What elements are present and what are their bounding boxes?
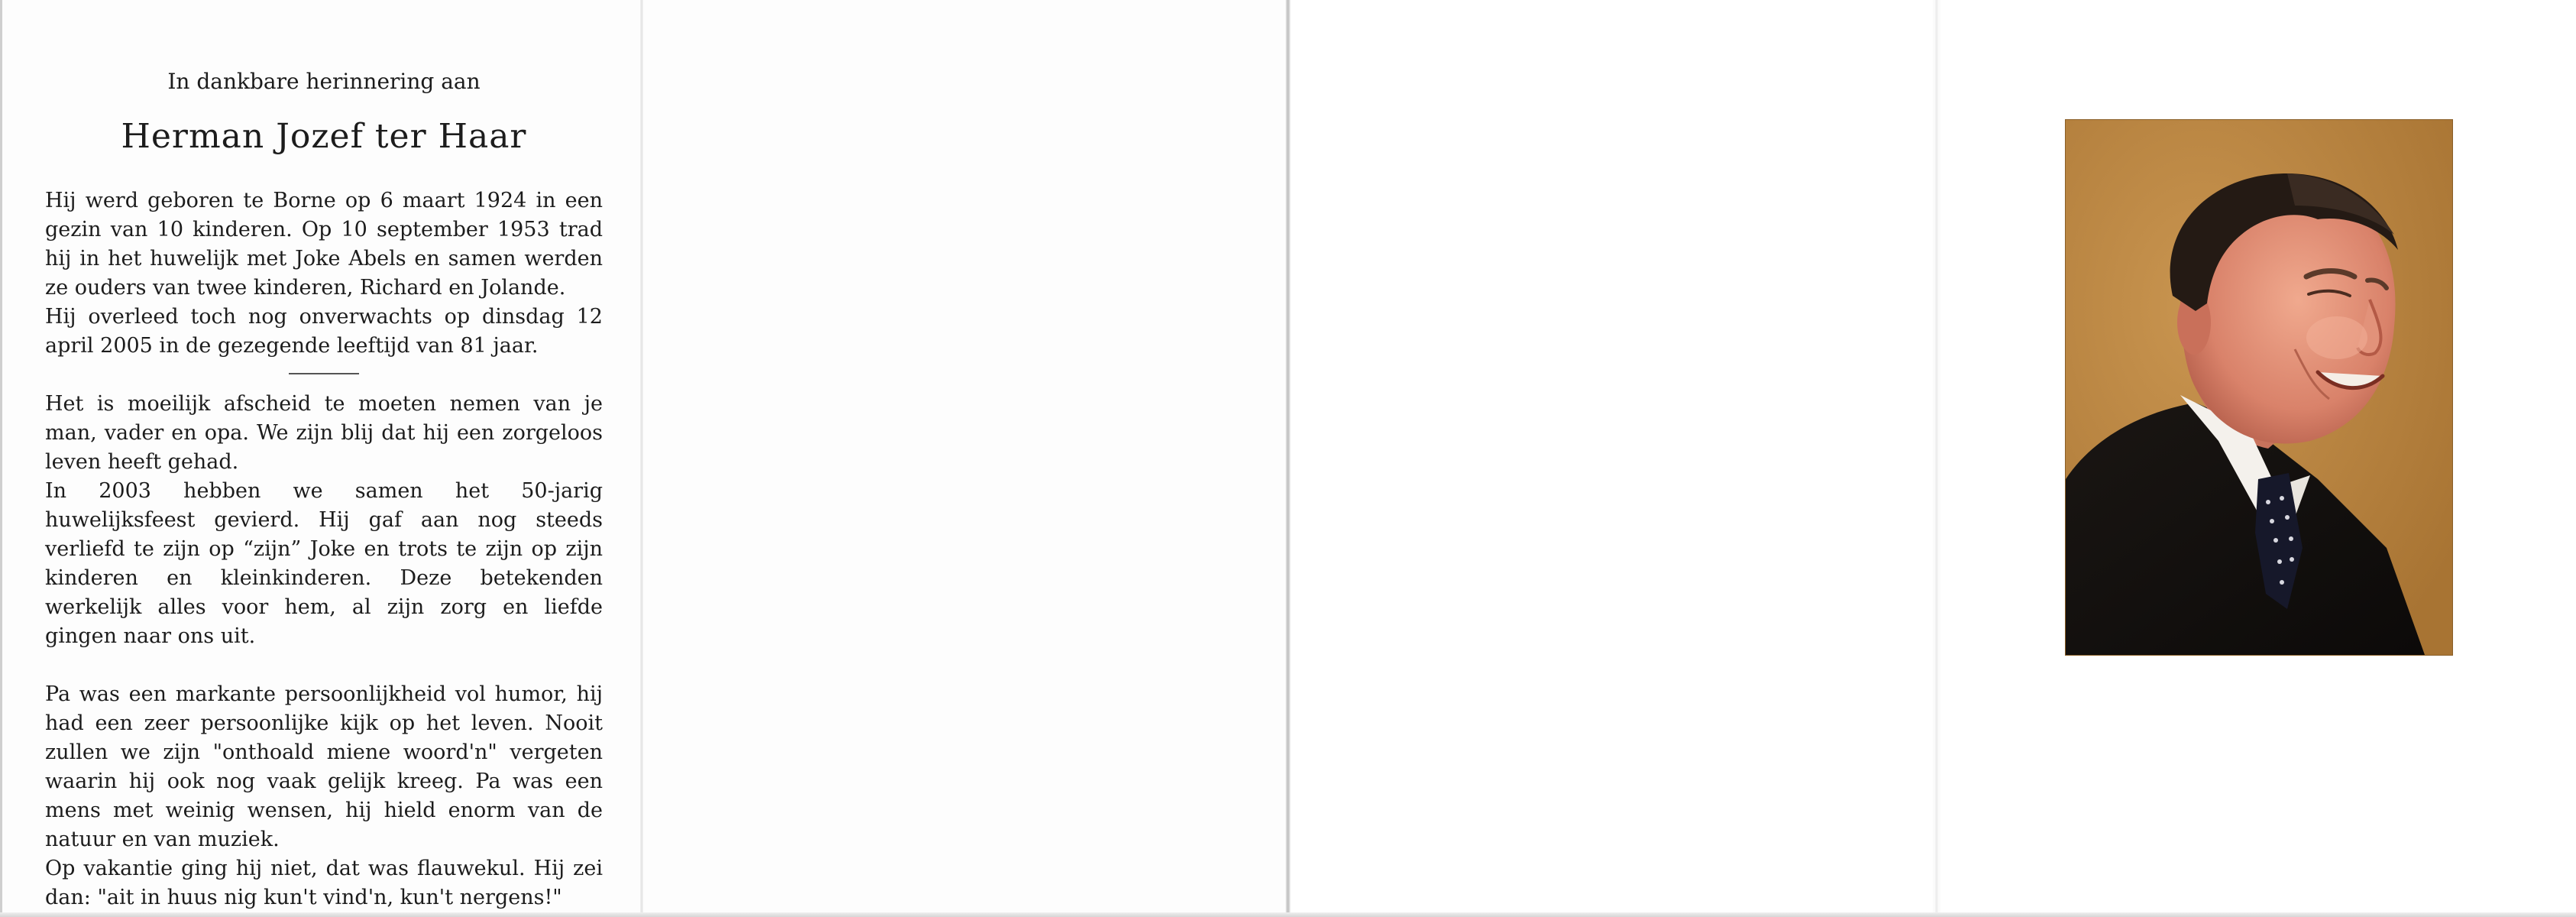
blank-back-panel [1291, 0, 1933, 917]
paragraph-gap [45, 651, 603, 680]
paragraph-farewell: Het is moeilijk afscheid te moeten nemen van je man, vader en opa. We zijn blij dat hij een zorgeloos leven heeft gehad. [45, 392, 603, 474]
right-inner-panel [644, 0, 1288, 917]
deceased-name: Herman Jozef ter Haar [121, 117, 527, 156]
outer-fold-line [1935, 0, 1938, 917]
paragraph-vacation: Op vakantie ging hij niet, dat was flauwekul. Hij zei dan: "ait in huus nig kun't vind'n, kun't nergens!" [45, 857, 603, 909]
paragraph-death: Hij overleed toch nog onverwachts op dinsdag 12 april 2005 in de gezegende leeftijd van 81 jaar. [45, 305, 603, 358]
inner-fold-line [640, 0, 643, 917]
section-divider [289, 373, 359, 374]
paragraph-birth: Hij werd geboren te Borne op 6 maart 1924 in een gezin van 10 kinderen. Op 10 september 1953 trad hij in het huwelijk met Joke Abels en samen werden ze ouders van twee kinderen, Richard en Jolande. [45, 189, 603, 300]
paragraph-personality: Pa was een markante persoonlijkheid vol humor, hij had een zeer persoonlijke kijk op het leven. Nooit zullen we zijn "onthoald miene woord'n" vergeten waarin hij ook nog vaak gelijk kreeg. Pa was een mens met weinig wensen, hij hield enorm van de natuur en van muziek. [45, 682, 603, 851]
paragraph-anniversary: In 2003 hebben we samen het 50-jarig huwelijksfeest gevierd. Hij gaf aan nog steeds verliefd te zijn op “zijn” Joke en trots te zijn op zijn kinderen en kleinkinderen. Deze betekenden werkelijk alles voor hem, al zijn zorg en liefde gingen naar ons uit. [45, 479, 603, 648]
portrait-illustration [2066, 120, 2452, 655]
center-fold-line [1286, 0, 1290, 917]
card-heading: In dankbare herinnering aan [167, 69, 481, 94]
left-text-column [45, 186, 603, 912]
portrait-photo [2065, 119, 2453, 656]
left-inner-panel [0, 0, 644, 917]
bottom-edge-shadow [0, 912, 2576, 917]
